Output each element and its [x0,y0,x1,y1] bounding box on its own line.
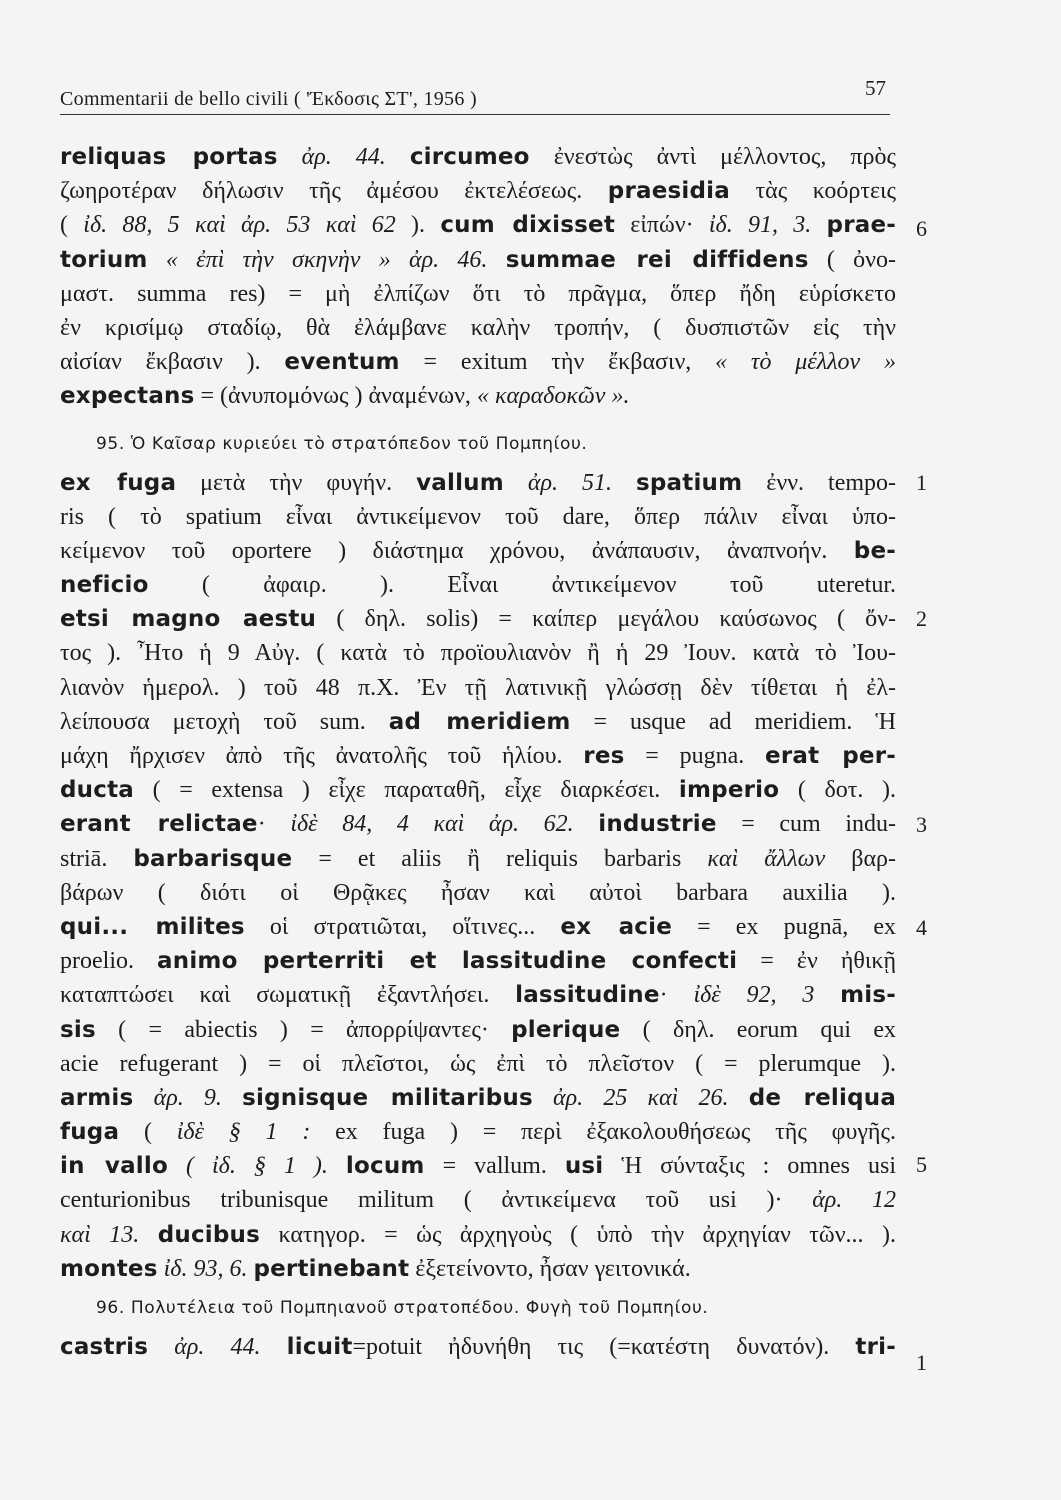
reference-text: καὶ ἀρ. 53 [194,212,311,239]
gloss-text: Ἡ σύνταξις : omnes usi [603,1153,897,1180]
text-line [60,208,896,242]
gloss-text [612,470,636,496]
gloss-text: = et aliis ἢ reliquis barbaris [292,845,708,872]
lemma-text: ducta [60,777,134,804]
text-line [60,1183,896,1217]
gloss-text [168,1153,186,1179]
reference-text: ἰδ. 93, 6. [163,1255,248,1282]
reference-text: καὶ 62 [325,212,396,239]
reference-text: ἀρ. 25 καὶ 26. [553,1084,729,1111]
text-line [60,773,896,807]
text-line [60,466,896,500]
lemma-text: signisque militaribus [242,1084,533,1111]
gloss-text [148,247,166,273]
text-line [60,1252,896,1286]
gloss-text: ἐνν. tempo- [742,469,897,496]
lemma-text: fuga [60,1119,120,1146]
gloss-text: ( [119,1119,177,1146]
text-line [60,311,896,345]
margin-line-number: 6 [916,216,927,241]
gloss-text: κατηγορ. = ὡς ἀρχηγοὺς ( ὑπὸ τὴν ἀρχηγίαν τῶν... ). [260,1221,896,1248]
text-line [60,345,896,379]
running-title: Commentarii de bello civili ( 'Έκδοσις ΣΤ', 1956 ) [60,88,477,110]
gloss-text: acie refugerant ) = οἱ πλεῖστοι, ὡς ἐπὶ τὸ πλεῖστον ( = plerumque ). [60,1050,896,1077]
gloss-text: ( [60,212,84,239]
lemma-text: praesidia [607,178,730,205]
margin-line-number: 5 [916,1152,927,1177]
gloss-text [574,811,599,837]
gloss-text: ( δηλ. eorum qui ex [620,1016,897,1043]
reference-text: καὶ ἄλλων [707,845,826,872]
gloss-text: = pugna. [624,743,766,769]
text-line [60,140,896,174]
gloss-text [148,1334,174,1360]
text-line [60,1047,896,1081]
page-header [60,76,890,115]
gloss-text: ex fuga ) = περὶ ἐξακολουθήσεως τῆς φυγῆς. [310,1119,896,1146]
gloss-text: = cum indu- [716,811,897,838]
margin-line-number: 3 [916,812,927,837]
lemma-text: ex fuga [60,469,177,496]
lemma-text: eventum [284,349,400,376]
gloss-text [139,1222,157,1248]
gloss-text: αἰσίαν ἔκβασιν ). [60,349,285,376]
reference-text: ἀρ. 12 [812,1187,896,1214]
reference-text: ἰδὲ 84, 4 καὶ ἀρ. 62. [290,811,574,838]
reference-text: καὶ 13. [60,1221,140,1248]
gloss-text: κείμενον τοῦ oportere ) διάστημα χρόνου, ἀνάπαυσιν, ἀναπνοήν. [60,537,854,564]
gloss-text [386,144,410,170]
lemma-text: montes [60,1255,158,1282]
gloss-text: ( = extensa ) εἶχε παραταθῆ, εἶχε διαρκέσει. [134,777,679,804]
text-line [60,500,896,534]
lemma-text: circumeo [409,144,530,170]
reference-text: ἰδὲ 92, 3 [693,982,815,1009]
margin-line-number: 4 [916,915,927,940]
lemma-text: imperio [678,777,780,804]
reference-text: ἰδ. 91, 3. [708,212,812,239]
lemma-text: spatium [636,469,743,496]
gloss-text: ἐνεστὼς ἀντὶ μέλλοντος, πρὸς [529,144,897,170]
text-line [60,534,896,568]
gloss-text: τὰς κοόρτεις [729,178,897,205]
section-heading: 95. Ὁ Καῖσαρ κυριεύει τὸ στρατόπεδον τοῦ Πομπηίου. [96,433,588,454]
gloss-text: ἐν κρισίμῳ σταδίῳ, θὰ ἐλάμβανε καλὴν τροπήν, ( δυσπιστῶν εἰς τὴν [60,314,896,341]
margin-line-number: 1 [916,1350,927,1375]
lemma-text: tri- [855,1334,896,1360]
text-line [60,636,896,670]
lemma-text: barbarisque [133,845,293,872]
gloss-text: καταπτώσει καὶ σωματικῇ ἐξαντλήσει. [60,982,516,1009]
text-line [60,671,896,705]
gloss-text: ). [395,212,441,239]
lemma-text: vallum [416,469,504,496]
gloss-text [261,1334,287,1360]
text-line [60,568,896,602]
text-line [60,978,896,1012]
lemma-text: pertinebant [253,1255,410,1282]
page-number: 57 [865,76,886,100]
text-line [60,1218,896,1252]
gloss-text: ris ( τὸ spatium εἶναι ἀντικείμενον τοῦ dare, ὅπερ πάλιν εἶναι ὑπο- [60,503,896,530]
text-line [60,1149,896,1183]
gloss-text [328,1153,346,1179]
gloss-text: = (ἀνυπομόνως ) ἀναμένων, [194,383,477,410]
lemma-text: qui... milites [60,913,245,940]
gloss-text: εἰπών· [615,212,709,239]
lemma-text: lassitudine [515,982,660,1009]
lemma-text: in vallo [60,1153,168,1180]
gloss-text: ( δηλ. solis) = καίπερ μεγάλου καύσωνος ( ὄν- [316,606,897,633]
lemma-text: res [583,743,625,769]
gloss-text: striā. [60,845,134,872]
text-line [60,842,896,876]
text-line [60,807,896,841]
commentary-body [60,140,896,1364]
text-line [60,705,896,739]
gloss-text: μάχη ἤρχισεν ἀπὸ τῆς ἀνατολῆς τοῦ ἡλίου. [60,743,584,769]
reference-text: ἀρ. 9. [153,1084,222,1111]
lemma-text: summae rei diffidens [505,246,809,273]
gloss-text [811,212,826,238]
gloss-text: μαστ. summa res) = μὴ ἐλπίζων ὅτι τὸ πρᾶγμα, ὅπερ ἤδη εὑρίσκετο [60,280,896,307]
lemma-text: torium [60,246,148,273]
lemma-text: plerique [511,1016,621,1043]
gloss-text: = ἐν ἠθικῇ [737,948,896,975]
text-line [60,739,896,773]
text-line [60,277,896,311]
lemma-text: ex acie [560,913,673,940]
gloss-text: λιανὸν ἡμερολ. ) τοῦ 48 π.Χ. Ἐν τῇ λατινικῇ γλώσσῃ δὲν τίθεται ἡ ἐλ- [60,674,896,701]
lemma-text: cum dixisset [440,212,616,239]
gloss-text: βαρ- [825,845,896,872]
gloss-text: = vallum. [424,1153,565,1180]
gloss-text [180,212,195,238]
gloss-text: ἐξετείνοντο, ἦσαν γειτονικά. [409,1255,691,1282]
reference-text: ἀρ. 44. [301,144,386,170]
margin-line-number: 1 [916,470,927,495]
gloss-text: μετὰ τὴν φυγήν. [176,469,417,496]
gloss-text: ζωηροτέραν δήλωσιν τῆς ἀμέσου ἐκτελέσεως. [60,178,608,205]
lemma-text: usi [564,1153,604,1180]
lemma-text: mis- [840,982,896,1009]
lemma-text: prae- [826,212,897,239]
lemma-text: industrie [598,811,717,838]
lemma-text: ad meridiem [388,708,571,735]
gloss-text [504,470,528,496]
gloss-text: =potuit ἠδυνήθη τις (=κατέστη δυνατόν). [352,1334,856,1360]
margin-line-number: 2 [916,606,927,631]
gloss-text [133,1085,153,1111]
gloss-text: ( = abiectis ) = ἀπορρίψαντες· [95,1016,512,1043]
gloss-text: centurionibus tribunisque militum ( ἀντικείμενα τοῦ usi )· [60,1187,813,1214]
gloss-text: οἱ στρατιῶται, οἵτινες... [244,913,561,940]
gloss-text: = ex pugnā, ex [672,913,896,940]
lemma-text: castris [60,1334,149,1360]
gloss-text: · [257,811,291,838]
text-line [60,243,896,277]
gloss-text: λείπουσα μετοχὴ τοῦ sum. [60,708,389,735]
lemma-text: erat per- [765,743,896,769]
gloss-text: = exitum τὴν ἔκβασιν, [399,349,716,376]
lemma-text: animo perterriti et lassitudine confecti [157,948,738,975]
text-line [60,944,896,978]
lemma-text: sis [60,1016,96,1043]
gloss-text: · [659,982,694,1009]
gloss-text [814,982,840,1008]
lemma-text: reliquas portas [60,144,278,170]
text-line [60,1115,896,1149]
text-line [60,602,896,636]
text-line [60,1081,896,1115]
gloss-text [310,212,325,238]
reference-text: ἀρ. 51. [527,469,613,496]
text-line [60,379,896,413]
gloss-text: ( ὀνο- [808,246,896,273]
text-line [60,174,896,208]
reference-text: « τὸ μέλλον » [715,349,896,376]
reference-text: ἀρ. 44. [174,1334,261,1360]
lemma-text: licuit [286,1334,353,1360]
gloss-text [278,144,302,170]
reference-text: « καραδοκῶν ». [476,383,630,410]
gloss-text: proelio. [60,948,158,975]
section-heading: 96. Πολυτέλεια τοῦ Πομπηιανοῦ στρατοπέδου. Φυγὴ τοῦ Πομπηίου. [96,1298,709,1318]
text-line [60,1013,896,1047]
gloss-text [533,1085,553,1111]
lemma-text: etsi magno aestu [60,606,317,633]
gloss-text: τος ). Ἦτο ἡ 9 Αὐγ. ( κατὰ τὸ προϊουλιανὸν ἢ ἡ 29 Ἰουν. κατὰ τὸ Ἰου- [60,640,896,667]
gloss-text: βάρων ( διότι οἱ Θρᾷκες ἦσαν καὶ αὐτοὶ barbara auxilia ). [60,879,896,906]
gloss-text [222,1085,242,1111]
gloss-text: ( δοτ. ). [779,777,897,804]
reference-text: ἰδὲ § 1 : [176,1119,311,1146]
reference-text: ( ἰδ. § 1 ). [186,1153,328,1180]
gloss-text [487,247,505,273]
text-line [60,876,896,910]
gloss-text: ( ἀφαιρ. ). Εἶναι ἀντικείμενον τοῦ uteretur. [148,572,896,599]
lemma-text: ducibus [157,1221,261,1248]
lemma-text: be- [853,537,896,564]
lemma-text: expectans [60,383,195,410]
text-line [60,1330,896,1364]
text-line [60,910,896,944]
gloss-text: = usque ad meridiem. Ἡ [570,708,896,735]
lemma-text: neficio [60,572,149,599]
gloss-text [729,1085,749,1111]
lemma-text: armis [60,1084,134,1111]
reference-text: ἰδ. 88, 5 [83,212,180,239]
lemma-text: erant relictae [60,811,258,838]
reference-text: « ἐπὶ τὴν σκηνὴν » ἀρ. 46. [165,246,488,273]
lemma-text: locum [345,1153,425,1180]
lemma-text: de reliqua [748,1084,897,1111]
